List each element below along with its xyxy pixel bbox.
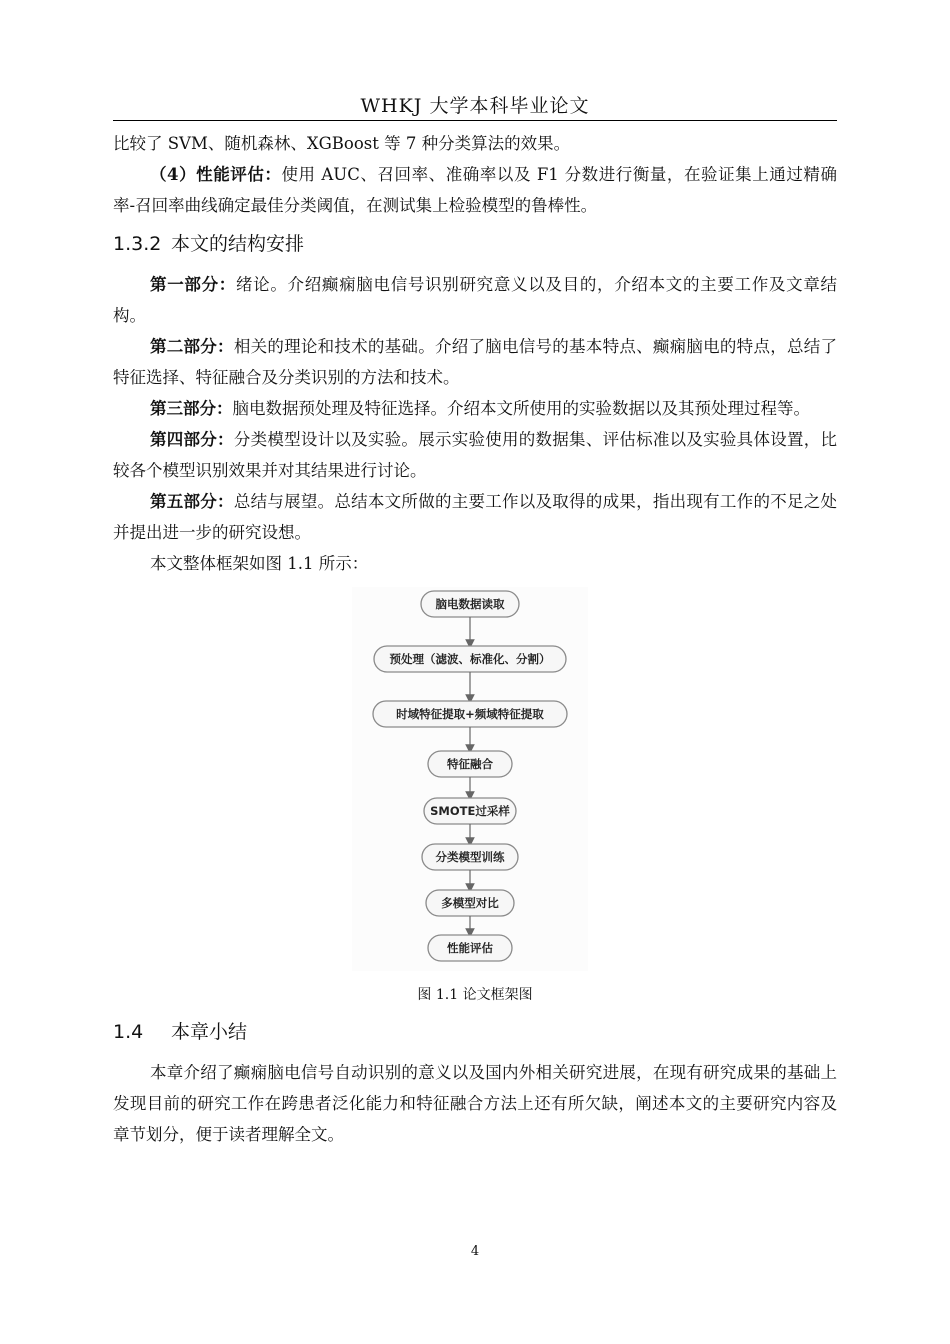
part-paragraph-5: [113, 486, 837, 548]
flow-node-label: 多模型对比: [441, 896, 499, 910]
flow-node-label: SMOTE过采样: [430, 804, 510, 818]
header-title: WHKJ 大学本科毕业论文: [360, 95, 590, 117]
section-heading-1-4: [113, 1017, 837, 1047]
part-text: 总结与展望。总结本文所做的主要工作以及取得的成果，指出现有工作的不足之处并提出进一步的研究设想。: [113, 492, 837, 542]
part-paragraph-4: [113, 424, 837, 486]
section-number: 1.4: [113, 1021, 144, 1043]
part-text: 分类模型设计以及实验。展示实验使用的数据集、评估标准以及实验具体设置，比较各个模型识别效果并对其结果进行讨论。: [113, 430, 837, 480]
section-title: 本章小结: [171, 1021, 248, 1043]
section-number: 1.3.2: [113, 233, 162, 255]
part-label: 第三部分：: [150, 399, 233, 418]
intro-tail-paragraph: 比较了 SVM、随机森林、XGBoost 等 7 种分类算法的效果。: [113, 134, 571, 153]
flowchart-svg: [352, 587, 588, 971]
part-text: 相关的理论和技术的基础。介绍了脑电信号的基本特点、癫痫脑电的特点，总结了特征选择、特征融合及分类识别的方法和技术。: [113, 337, 837, 387]
flow-node-label: 时域特征提取+频域特征提取: [396, 707, 544, 721]
flow-node-label: 预处理（滤波、标准化、分割）: [389, 652, 551, 666]
section-heading-1-3-2: [113, 229, 837, 259]
chapter-summary-paragraph: 本章介绍了癫痫脑电信号自动识别的意义以及国内外相关研究进展，在现有研究成果的基础上发现目前的研究工作在跨患者泛化能力和特征融合方法上还有所欠缺，阐述本文的主要研究内容及章节划分，便于读者理解全文。: [113, 1063, 837, 1144]
flow-node-label: 分类模型训练: [435, 850, 505, 864]
flow-node-label: 性能评估: [447, 941, 493, 955]
section-title: 本文的结构安排: [171, 233, 305, 255]
part-text: 脑电数据预处理及特征选择。介绍本文所使用的实验数据以及其预处理过程等。: [232, 399, 810, 418]
part-paragraph-3: [113, 393, 837, 424]
framework-flowchart: [352, 587, 588, 971]
page-header: [113, 92, 837, 121]
part-paragraph-1: [113, 269, 837, 331]
part-paragraph-2: [113, 331, 837, 393]
part-label: 第四部分：: [150, 430, 234, 449]
framework-intro: 本文整体框架如图 1.1 所示：: [150, 554, 369, 573]
flow-node-label: 脑电数据读取: [435, 597, 505, 611]
evaluation-label: （4）性能评估：: [150, 165, 282, 184]
part-text: 绪论。介绍癫痫脑电信号识别研究意义以及目的，介绍本文的主要工作及文章结构。: [113, 275, 838, 325]
figure-caption: 图 1.1 论文框架图: [417, 987, 533, 1003]
part-label: 第五部分：: [150, 492, 234, 511]
flow-node-label: 特征融合: [447, 757, 493, 771]
page-content: [113, 128, 837, 1150]
evaluation-text: 使用 AUC、召回率、准确率以及 F1 分数进行衡量，在验证集上通过精确率-召回率曲线确定最佳分类阈值，在测试集上检验模型的鲁棒性。: [113, 165, 837, 215]
part-label: 第一部分：: [150, 275, 236, 294]
part-label: 第二部分：: [150, 337, 234, 356]
evaluation-paragraph: [113, 159, 837, 221]
page-number: 4: [470, 1244, 480, 1259]
